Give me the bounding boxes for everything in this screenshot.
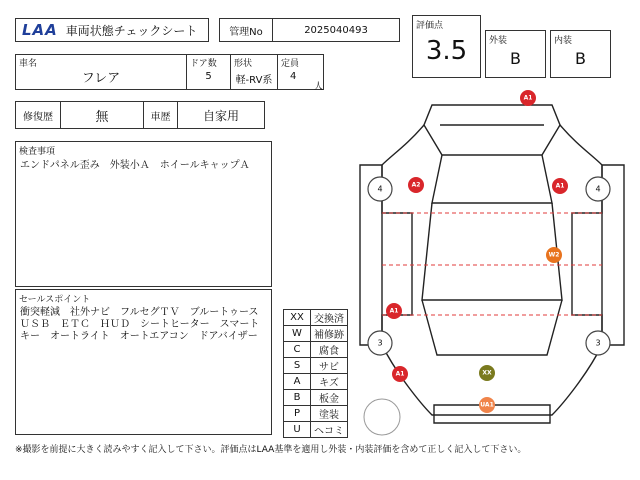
- doors-cell: [186, 54, 231, 90]
- grade-code: W: [284, 326, 311, 342]
- grade-code: XX: [284, 310, 311, 326]
- grade-meaning: 塗装: [311, 406, 348, 422]
- grade-meaning: キズ: [311, 374, 348, 390]
- repair-label: 修復歴: [23, 111, 53, 123]
- score-box: [412, 15, 481, 78]
- damage-marker-label: A1: [389, 307, 399, 315]
- usage-value-cell: [177, 101, 265, 129]
- damage-marker-label: UA1: [480, 401, 494, 409]
- grade-meaning: 補修跡: [311, 326, 348, 342]
- capacity-label: 定員: [281, 59, 300, 69]
- grade-meaning: 腐食: [311, 342, 348, 358]
- grade-code: U: [284, 422, 311, 438]
- grade-meaning: 交換済: [311, 310, 348, 326]
- inspection-box: [15, 141, 272, 287]
- footer-note: ※撮影を前提に大きく読みやすく記入して下さい。評価点はLAA基準を適用し外装・内装評価を含めて正しく記入して下さい。: [15, 445, 527, 455]
- car-name-cell: [15, 54, 187, 90]
- inspection-text: エンドパネル歪み 外装小Ａ ホイールキャップＡ: [20, 160, 250, 171]
- selling-points-label: セールスポイント: [19, 295, 91, 305]
- damage-marker-label: A2: [411, 181, 421, 189]
- grade-meaning: 板金: [311, 390, 348, 406]
- exterior-label: 外装: [489, 36, 508, 46]
- shape-cell: [230, 54, 278, 90]
- grade-code-row: [284, 390, 348, 406]
- tire-depth-label: 4: [595, 184, 601, 194]
- exterior-box: [485, 30, 546, 78]
- damage-marker-label: A1: [395, 370, 405, 378]
- tire-depth-label: 3: [595, 338, 601, 348]
- laa-logo: LAA: [22, 21, 58, 39]
- grade-code-row: [284, 358, 348, 374]
- damage-marker-label: XX: [482, 369, 492, 377]
- interior-label: 内装: [554, 36, 573, 46]
- grade-code-row: [284, 326, 348, 342]
- car-name-value: フレア: [81, 71, 121, 86]
- selling-points-box: [15, 289, 272, 435]
- mgmt-value-cell: [272, 18, 400, 42]
- capacity-unit: 人: [314, 82, 324, 92]
- grade-code: A: [284, 374, 311, 390]
- grade-code-row: [284, 310, 348, 326]
- shape-value: 軽-RV系: [235, 75, 273, 86]
- capacity-value: 4: [290, 71, 297, 82]
- usage-label: 車歴: [150, 111, 171, 123]
- title-bar: [15, 18, 209, 42]
- mgmt-label-cell: [219, 18, 273, 42]
- selling-points-text: 衝突軽減 社外ナビ フルセグＴＶ ブルートゥース ＵＳＢ ＥＴＣ ＨＵＤ シートヒーター スマートキー オートライト オートエアコン ドアバイザー: [20, 307, 269, 342]
- grade-code: B: [284, 390, 311, 406]
- car-name-label: 車名: [19, 59, 38, 69]
- damage-marker-label: A1: [523, 94, 533, 102]
- mgmt-label: 管理No: [229, 26, 263, 38]
- interior-value: B: [575, 49, 586, 68]
- car-outline: [360, 105, 624, 435]
- inspection-label: 検査事項: [19, 147, 56, 157]
- grade-meaning: ヘコミ: [311, 422, 348, 438]
- score-value: 3.5: [425, 36, 468, 66]
- damage-markers: [386, 90, 568, 413]
- tire-depth-label: 4: [377, 184, 383, 194]
- usage-value: 自家用: [202, 108, 239, 123]
- damage-marker-label: A1: [555, 182, 565, 190]
- tire-depth-label: 3: [377, 338, 383, 348]
- grade-code-row: [284, 422, 348, 438]
- grade-code: C: [284, 342, 311, 358]
- grade-code-row: [284, 406, 348, 422]
- mgmt-value: 2025040493: [304, 24, 368, 36]
- exterior-value: B: [510, 49, 521, 68]
- shape-label: 形状: [234, 59, 253, 69]
- grade-code-legend: [283, 309, 348, 438]
- sheet-title: 車両状態チェックシート: [65, 23, 198, 38]
- doors-value: 5: [205, 71, 212, 82]
- grade-meaning: サビ: [311, 358, 348, 374]
- grade-code-row: [284, 342, 348, 358]
- grade-code: P: [284, 406, 311, 422]
- capacity-cell: [277, 54, 324, 90]
- doors-label: ドア数: [190, 59, 217, 69]
- car-damage-diagram: [352, 85, 632, 437]
- grade-code-row: [284, 374, 348, 390]
- repair-label-cell: [15, 101, 61, 129]
- usage-label-cell: [143, 101, 178, 129]
- repair-value: 無: [95, 109, 109, 125]
- grade-code: S: [284, 358, 311, 374]
- interior-box: [550, 30, 611, 78]
- damage-marker-label: W2: [548, 251, 560, 259]
- score-label: 評価点: [416, 21, 444, 31]
- repair-value-cell: [60, 101, 144, 129]
